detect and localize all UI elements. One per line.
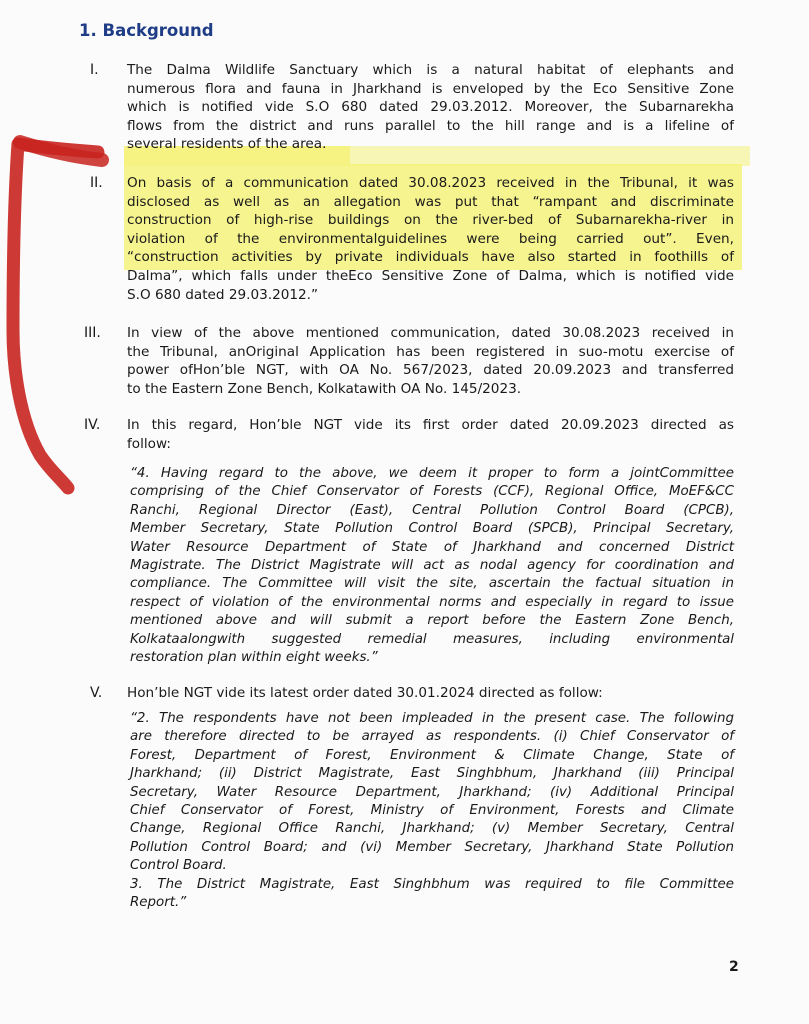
quote-line: “2. The respondents have not been impleaded in the present case. The following <box>130 711 734 726</box>
quote-line: compliance. The Committee will visit the site, ascertain the factual situation in <box>130 576 734 592</box>
quote-line: are therefore directed to be arrayed as respondents. (i) Chief Conservator of <box>130 729 734 745</box>
quote-line: “4. Having regard to the above, we deem it proper to form a jointCommittee <box>130 466 734 481</box>
text-line: disclosed as well as an allegation was put that “rampant and discriminate <box>127 193 734 210</box>
text-line: which is notified vide S.O 680 dated 29.03.2012. Moreover, the Subarnarekha <box>127 99 734 116</box>
item-numeral: I. <box>90 62 99 78</box>
quote-line: 3. The District Magistrate, East Singhbhum was required to file Committee <box>130 877 734 892</box>
text-line: power ofHon’ble NGT, with OA No. 567/2023, dated 20.09.2023 and transferred <box>127 362 734 379</box>
quote-line: Chief Conservator of Forest, Ministry of Environment, Forests and Climate <box>130 803 734 819</box>
text-line: In this regard, Hon’ble NGT vide its first order dated 20.09.2023 directed as <box>127 417 734 433</box>
text-line: to the Eastern Zone Bench, Kolkatawith OA No. 145/2023. <box>127 380 522 397</box>
text-line: construction of high-rise buildings on the river-bed of Subarnarekha-river in <box>127 212 734 229</box>
text-line: The Dalma Wildlife Sanctuary which is a natural habitat of elephants and <box>127 62 734 78</box>
text-line: S.O 680 dated 29.03.2012.” <box>127 286 319 303</box>
text-line: “construction activities by private individuals have also started in foothills of <box>127 249 734 266</box>
quote-line: Forest, Department of Forest, Environment & Climate Change, State of <box>130 747 734 763</box>
quote-line: Secretary, Water Resource Department, Jharkhand; (iv) Additional Principal <box>130 784 734 800</box>
text-line: several residents of the area. <box>127 136 327 153</box>
quote-line: Pollution Control Board; and (vi) Member Secretary, Jharkhand State Pollution <box>130 839 734 855</box>
text-line: violation of the environmentalguidelines were being carried out”. Even, <box>127 230 734 247</box>
quote-line: mentioned above and will submit a report before the Eastern Zone Bench, <box>130 613 734 629</box>
text-line: numerous flora and fauna in Jharkhand is enveloped by the Eco Sensitive Zone <box>127 80 734 97</box>
item-numeral: III. <box>84 325 101 341</box>
quote-line: Jharkhand; (ii) District Magistrate, East Singhbhum, Jharkhand (iii) Principal <box>130 766 734 782</box>
quote-line: Magistrate. The District Magistrate will act as nodal agency for coordination and <box>130 558 734 574</box>
item-numeral: II. <box>90 175 103 191</box>
section-heading: 1. Background <box>79 21 214 40</box>
text-line: Hon’ble NGT vide its latest order dated 30.01.2024 directed as follow: <box>127 685 603 701</box>
quote-line: Report.” <box>130 895 187 911</box>
quote-line: respect of violation of the environmental norms and especially in regard to issue <box>130 594 734 610</box>
text-line: On basis of a communication dated 30.08.2023 received in the Tribunal, it was <box>127 175 734 191</box>
quote-line: Change, Regional Office Ranchi, Jharkhand; (v) Member Secretary, Central <box>130 821 734 837</box>
item-numeral: V. <box>90 685 103 701</box>
text-line: the Tribunal, anOriginal Application has been registered in suo-motu exercise of <box>127 343 734 360</box>
quote-line: comprising of the Chief Conservator of Forests (CCF), Regional Office, MoEF&CC <box>130 484 734 500</box>
text-line: follow: <box>127 435 171 452</box>
quote-line: Ranchi, Regional Director (East), Central Pollution Control Board (CPCB), <box>130 502 734 518</box>
quote-line: Kolkataalongwith suggested remedial measures, including environmental <box>130 631 734 647</box>
text-line: In view of the above mentioned communication, dated 30.08.2023 received in <box>127 325 734 341</box>
text-line: Dalma”, which falls under theEco Sensitive Zone of Dalma, which is notified vide <box>127 267 734 284</box>
text-line: flows from the district and runs parallel to the hill range and is a lifeline of <box>127 117 734 134</box>
page-number: 2 <box>729 959 739 975</box>
quote-line: Water Resource Department of State of Jharkhand and concerned District <box>130 539 734 555</box>
quote-line: Member Secretary, State Pollution Control Board (SPCB), Principal Secretary, <box>130 521 734 537</box>
quote-line: Control Board. <box>130 858 227 874</box>
item-numeral: IV. <box>84 417 101 433</box>
quote-line: restoration plan within eight weeks.” <box>130 650 378 666</box>
